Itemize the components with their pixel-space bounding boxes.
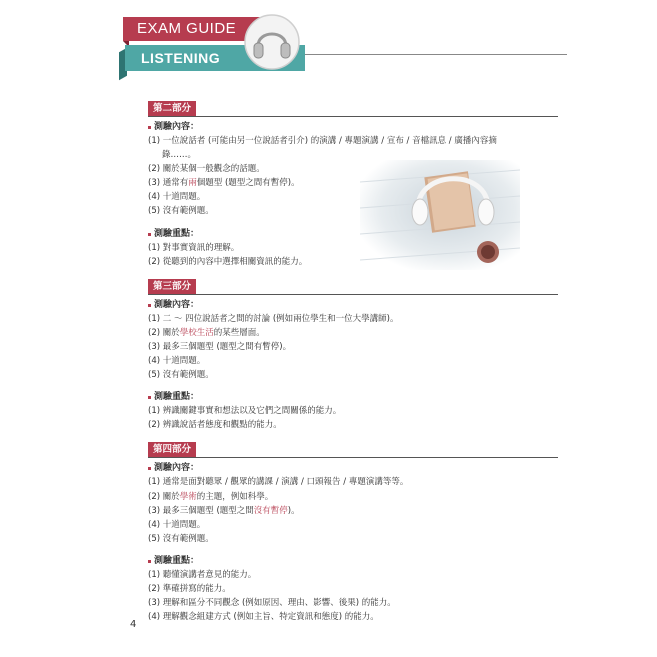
bullet-icon [148,233,151,236]
list-item: (2) 準確拼寫的能力。 [148,583,231,594]
listening-label: LISTENING [125,45,305,71]
list-item: (4) 十道問題。 [148,519,206,530]
part-section [148,274,578,433]
part-title: 第三部分 [148,279,196,294]
content-heading: 測驗內容： [148,121,578,134]
list-item: (2) 關於學校生活的某些層面。 [148,327,265,338]
headphone-icon [242,12,302,72]
highlight-text: 兩 [188,178,197,189]
main-content [148,96,578,624]
highlight-text: 學術 [179,491,197,502]
focus-heading: 測驗重點： [148,228,578,241]
part-section [148,437,578,624]
bullet-icon [148,396,151,399]
list-item: (3) 最多三個題型 (題型之間沒有暫停)。 [148,505,300,516]
list-item: (1) 聽懂演講者意見的能力。 [148,569,257,580]
part-section [148,96,578,269]
part-title: 第二部分 [148,101,196,116]
bullet-icon [148,467,151,470]
bullet-icon [148,304,151,307]
bullet-icon [148,126,151,129]
part-title: 第四部分 [148,442,196,457]
list-item: (4) 理解觀念組建方式 (例如主旨、特定資訊和態度) 的能力。 [148,612,379,623]
list-item: (3) 最多三個題型 (題型之間有暫停)。 [148,341,292,352]
list-item: (1) 通常是面對聽眾 / 觀眾的講課 / 演講 / 口頭報告 / 專題演講等等。 [148,477,409,488]
list-item: (2) 從聽到的內容中選擇相關資訊的能力。 [148,256,308,267]
list-item: (1) 對事實資訊的理解。 [148,242,240,253]
part-divider [148,116,558,117]
list-item: (4) 十道問題。 [148,192,206,203]
part-divider [148,294,558,295]
list-item: (4) 十道問題。 [148,356,206,367]
list-item: (3) 通常有兩個題型 (題型之間有暫停)。 [148,178,300,189]
header-banner [0,0,657,90]
list-item: (1) 一位說話者 (可能由另一位說話者引介) 的演講 / 專題演講 / 宣布 / 音檔訊息 / 廣播內容摘錄……。 [148,136,497,161]
focus-heading: 測驗重點： [148,391,578,404]
exam-guide-label: EXAM GUIDE [123,17,260,41]
part-divider [148,457,558,458]
content-heading: 測驗內容： [148,462,578,475]
page-number: 4 [130,619,137,630]
list-item: (3) 理解和區分不同觀念 (例如原因、理由、影響、後果) 的能力。 [148,598,396,609]
list-item: (2) 關於某個一般觀念的話題。 [148,164,265,175]
list-item: (1) 二 ～ 四位說話者之間的討論 (例如兩位學生和一位大學講師)。 [148,313,399,324]
highlight-text: 沒有暫停 [253,505,288,516]
list-item: (2) 辨識說話者態度和觀點的能力。 [148,420,282,431]
highlight-text: 學校生活 [179,327,214,338]
content-heading: 測驗內容： [148,299,578,312]
list-item: (5) 沒有範例題。 [148,370,214,381]
header-rule [305,54,567,55]
list-item: (5) 沒有範例題。 [148,206,214,217]
focus-heading: 測驗重點： [148,555,578,568]
list-item: (1) 辨識關鍵事實和想法以及它們之間關係的能力。 [148,406,342,417]
list-item: (2) 關於學術的主題，例如科學。 [148,491,274,502]
bullet-icon [148,560,151,563]
list-item: (5) 沒有範例題。 [148,533,214,544]
